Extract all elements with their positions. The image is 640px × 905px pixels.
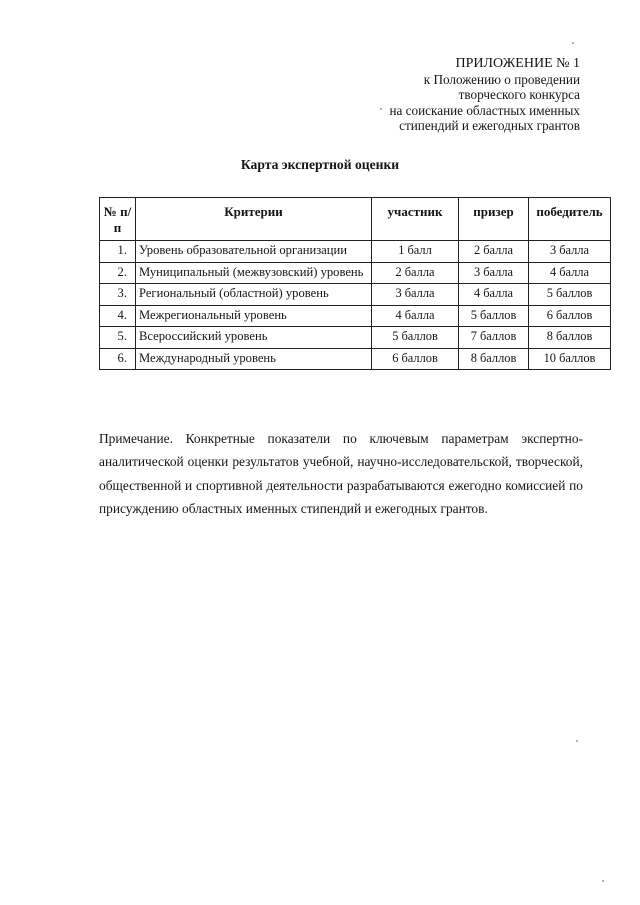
score-participant: 5 баллов	[372, 327, 459, 349]
appendix-header	[389, 56, 580, 134]
row-criterion: Муниципальный (межвузовский) уровень	[136, 262, 372, 284]
score-prizewinner: 4 балла	[459, 284, 529, 306]
score-participant: 6 баллов	[372, 348, 459, 370]
table-row	[100, 262, 611, 284]
table-row	[100, 305, 611, 327]
score-prizewinner: 7 баллов	[459, 327, 529, 349]
scan-speck	[380, 108, 382, 110]
score-winner: 5 баллов	[529, 284, 611, 306]
row-criterion: Межрегиональный уровень	[136, 305, 372, 327]
header-prizewinner: призер	[459, 198, 529, 241]
score-participant: 4 балла	[372, 305, 459, 327]
row-number: 5.	[100, 327, 136, 349]
score-winner: 6 баллов	[529, 305, 611, 327]
row-criterion: Уровень образовательной организации	[136, 241, 372, 263]
appendix-line: стипендий и ежегодных грантов	[399, 118, 580, 133]
row-criterion: Международный уровень	[136, 348, 372, 370]
appendix-line: к Положению о проведении	[423, 71, 580, 87]
score-winner: 10 баллов	[529, 348, 611, 370]
table-row	[100, 241, 611, 263]
header-winner: победитель	[529, 198, 611, 241]
note-paragraph: Примечание. Конкретные показатели по ключевым параметрам экспертно-аналитической оценки результатов учебной, научно-исследовательской, творческой, общественной и спортивной деятельности разрабатываются ежегодно комиссией по присуждению областных именных стипендий и ежегодных грантов.	[99, 431, 583, 516]
row-criterion: Всероссийский уровень	[136, 327, 372, 349]
score-winner: 3 балла	[529, 241, 611, 263]
row-number: 3.	[100, 284, 136, 306]
appendix-line: творческого конкурса	[458, 87, 580, 102]
score-participant: 2 балла	[372, 262, 459, 284]
score-winner: 4 балла	[529, 262, 611, 284]
scan-speck	[602, 880, 604, 882]
appendix-number: ПРИЛОЖЕНИЕ № 1	[455, 56, 580, 71]
table-row	[100, 348, 611, 370]
row-number: 4.	[100, 305, 136, 327]
score-prizewinner: 2 балла	[459, 241, 529, 263]
criteria-table	[99, 197, 611, 370]
score-winner: 8 баллов	[529, 327, 611, 349]
row-number: 1.	[100, 241, 136, 263]
score-participant: 3 балла	[372, 284, 459, 306]
appendix-line: на соискание областных именных	[389, 102, 580, 118]
table-header-row	[100, 198, 611, 241]
scan-speck	[572, 42, 574, 44]
row-criterion: Региональный (областной) уровень	[136, 284, 372, 306]
score-prizewinner: 8 баллов	[459, 348, 529, 370]
header-criteria: Критерии	[136, 198, 372, 241]
row-number: 6.	[100, 348, 136, 370]
header-num: № п/п	[100, 198, 136, 241]
table-row	[100, 327, 611, 349]
score-prizewinner: 5 баллов	[459, 305, 529, 327]
document-title: Карта экспертной оценки	[240, 157, 400, 172]
score-prizewinner: 3 балла	[459, 262, 529, 284]
table-row	[100, 284, 611, 306]
row-number: 2.	[100, 262, 136, 284]
header-participant: участник	[372, 198, 459, 241]
score-participant: 1 балл	[372, 241, 459, 263]
scan-speck	[576, 740, 578, 742]
